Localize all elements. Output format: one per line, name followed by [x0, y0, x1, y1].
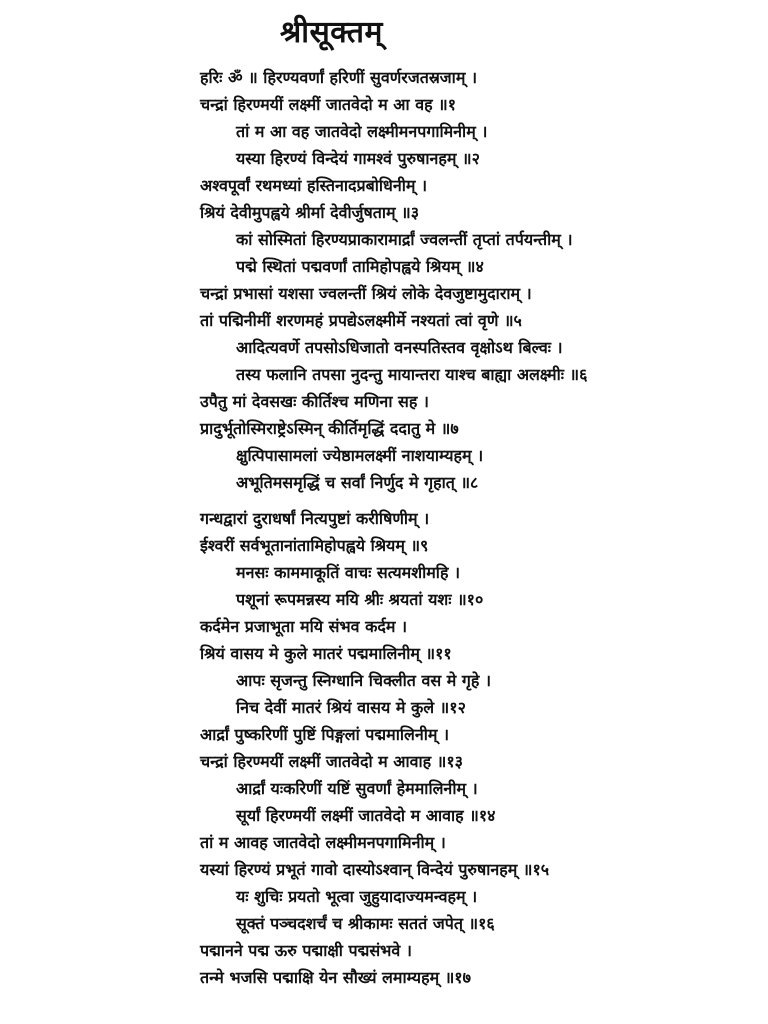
verse-line: कर्दमेन प्रजाभूता मयि संभव कर्दम । — [200, 617, 408, 636]
verse-line: क्षुत्पिपासामलां ज्येष्ठामलक्ष्मीं नाशयाम्यहम् । — [236, 446, 484, 465]
verse-line: गन्धद्वारां दुराधर्षां नित्यपुष्टां करीषिणीम् । — [200, 509, 430, 528]
verse-line: तां पद्मिनीमीं शरणमहं प्रपद्येऽलक्ष्मीर्मे नश्यतां त्वां वृणे ॥५ — [200, 311, 522, 330]
verse-line: तस्य फलानि तपसा नुदन्तु मायान्तरा याश्च बाह्या अलक्ष्मीः ॥६ — [236, 365, 588, 384]
verse-line: सूक्तं पञ्चदशर्चं च श्रीकामः सततं जपेत् ॥१६ — [236, 914, 495, 933]
verse-line: उपैतु मां देवसखः कीर्तिश्च मणिना सह । — [200, 392, 429, 411]
verse-line: हरिः ॐ ॥ हिरण्यवर्णां हरिणीं सुवर्णरजतस्रजाम् । — [200, 68, 478, 87]
verse-line: मनसः काममाकूतिं वाचः सत्यमशीमहि । — [236, 563, 461, 582]
page-title: श्रीसूक्तम् — [280, 15, 383, 50]
verse-line: कां सोस्मितां हिरण्यप्राकारामार्द्रां ज्वलन्तीं तृप्तां तर्पयन्तीम् । — [236, 230, 573, 249]
verse-line: यस्यां हिरण्यं प्रभूतं गावो दास्योऽश्वान् विन्देयं पुरुषानहम् ॥१५ — [200, 860, 550, 879]
verse-line: पद्मे स्थितां पद्मवर्णां तामिहोपह्वये श्रियम् ॥४ — [236, 257, 484, 276]
stanza-gap — [200, 496, 760, 505]
verse-line: आर्द्रां पुष्करिणीं पुष्टिं पिङ्गलां पद्ममालिनीम् । — [200, 725, 450, 744]
verse-line: पद्मानने पद्म ऊरु पद्माक्षी पद्मसंभवे । — [200, 941, 412, 960]
verse-line: आर्द्रां यःकरिणीं यष्टिं सुवर्णां हेममालिनीम् । — [236, 779, 478, 798]
verse-line: चन्द्रां हिरण्मयीं लक्ष्मीं जातवेदो म आ वह ॥१ — [200, 95, 457, 114]
verse-line: श्रियं देवीमुपह्वये श्रीर्मा देवीर्जुषताम् ॥३ — [200, 203, 420, 222]
verse-line: तां म आवह जातवेदो लक्ष्मीमनपगामिनीम् । — [200, 833, 446, 852]
verse-line: ईश्वरीं सर्वभूतानांतामिहोपह्वये श्रियम् ॥९ — [200, 536, 429, 555]
verse-line: प्रादुर्भूतोस्मिराष्ट्रेऽस्मिन् कीर्तिमृद्धिं ददातु मे ॥७ — [200, 419, 459, 438]
verse-line: अभूतिमसमृद्धिं च सर्वां निर्णुद मे गृहात् ॥८ — [236, 473, 479, 492]
verse-line: आपः सृजन्तु स्निग्धानि चिक्लीत वस मे गृहे । — [236, 671, 492, 690]
verse-line: पशूनां रूपमन्नस्य मयि श्रीः श्रयतां यशः ॥१० — [236, 590, 484, 609]
verse-line: अश्वपूर्वां रथमध्यां हस्तिनादप्रबोधिनीम् । — [200, 176, 428, 195]
verse-line: यस्या हिरण्यं विन्देयं गामश्वं पुरुषानहम् ॥२ — [236, 149, 480, 168]
verse-line: तन्मे भजसि पद्माक्षि येन सौख्यं लमाम्यहम् ॥१७ — [200, 968, 471, 987]
verse-line: चन्द्रां प्रभासां यशसा ज्वलन्तीं श्रियं लोके देवजुष्टामुदाराम् । — [200, 284, 532, 303]
verse-line: तां म आ वह जातवेदो लक्ष्मीमनपगामिनीम् । — [236, 122, 488, 141]
verse-line: चन्द्रां हिरण्मयीं लक्ष्मीं जातवेदो म आवाह ॥१३ — [200, 752, 463, 771]
verse-line: सूर्यां हिरण्मयीं लक्ष्मीं जातवेदो म आवाह ॥१४ — [236, 806, 496, 825]
verse-line: आदित्यवर्णे तपसोऽधिजातो वनस्पतिस्तव वृक्षोऽथ बिल्वः । — [236, 338, 563, 357]
verse-line: श्रियं वासय मे कुले मातरं पद्ममालिनीम् ॥११ — [200, 644, 452, 663]
verse-line: निच देवीं मातरं श्रियं वासय मे कुले ॥१२ — [236, 698, 466, 717]
verse-block — [200, 64, 760, 991]
verse-line: यः शुचिः प्रयतो भूत्वा जुहुयादाज्यमन्वहम् । — [236, 887, 478, 906]
